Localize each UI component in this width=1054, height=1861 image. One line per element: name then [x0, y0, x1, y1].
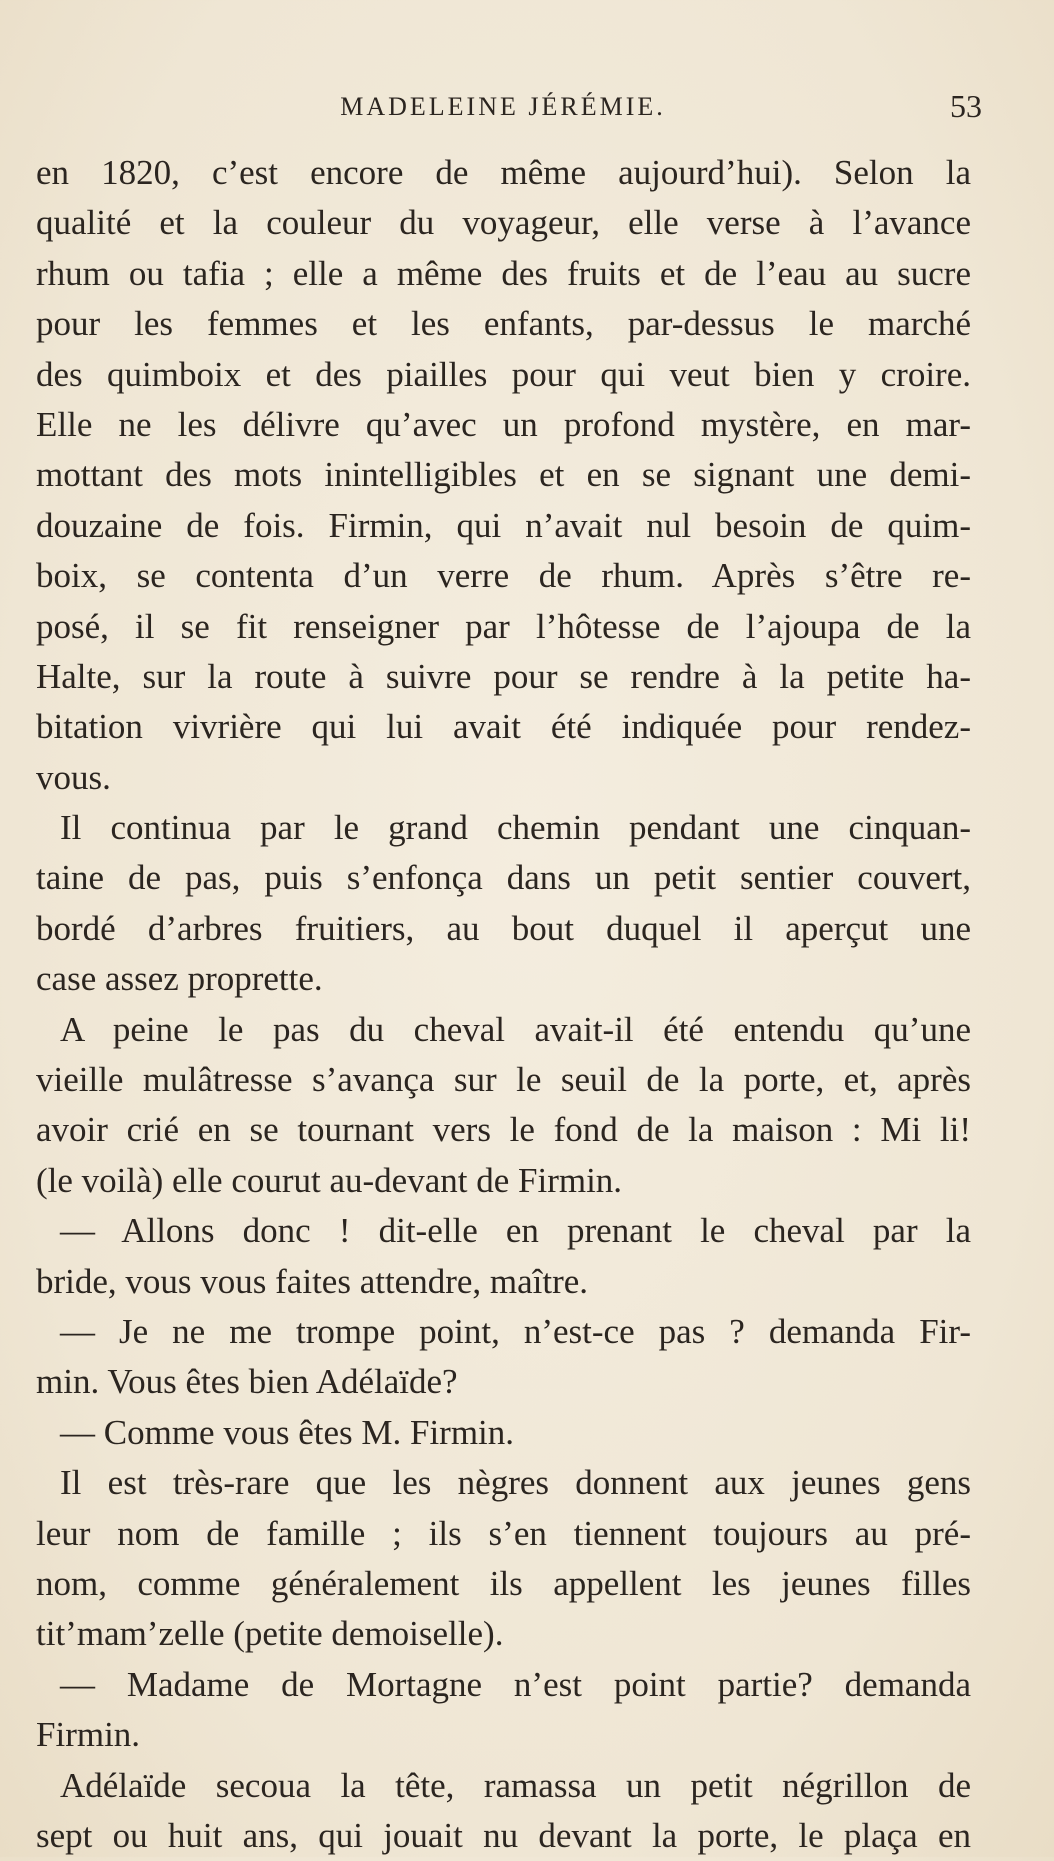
text-line: mottant des mots inintelligibles et en se signant une demi- [36, 455, 971, 495]
text-line: pour les femmes et les enfants, par-dessus le marché [36, 304, 971, 344]
text-line: — Madame de Mortagne n’est point partie? demanda [60, 1664, 971, 1704]
text-line: Firmin. [36, 1715, 141, 1755]
text-line: en 1820, c’est encore de même aujourd’hui). Selon la [36, 153, 971, 192]
text-line: sept ou huit ans, qui jouait nu devant la porte, le plaça en [36, 1815, 971, 1855]
page-number: 53 [950, 88, 982, 124]
page-header [36, 88, 982, 128]
text-line: — Comme vous êtes M. Firmin. [60, 1412, 515, 1452]
body-text [36, 148, 971, 1861]
text-line: taine de pas, puis s’enfonça dans un petit sentier couvert, [36, 858, 971, 898]
text-line: nom, comme généralement ils appellent les jeunes filles [36, 1563, 971, 1603]
text-line: min. Vous êtes bien Adélaïde? [36, 1362, 458, 1402]
text-line: bordé d’arbres fruitiers, au bout duquel il aperçut une [36, 908, 971, 948]
text-line: tit’mam’zelle (petite demoiselle). [36, 1614, 504, 1654]
text-line: vous. [36, 757, 111, 797]
text-line: Elle ne les délivre qu’avec un profond mystère, en mar- [36, 404, 971, 444]
text-line: des quimboix et des piailles pour qui veut bien y croire. [36, 354, 971, 394]
text-line: (le voilà) elle courut au-devant de Firmin. [36, 1160, 623, 1200]
text-line: qualité et la couleur du voyageur, elle verse à l’avance [36, 203, 971, 243]
text-line: A peine le pas du cheval avait-il été entendu qu’une [60, 1009, 971, 1049]
text-line: Adélaïde secoua la tête, ramassa un petit négrillon de [60, 1765, 971, 1805]
text-line: — Je ne me trompe point, n’est-ce pas ? demanda Fir- [60, 1311, 971, 1351]
text-line: — Allons donc ! dit-elle en prenant le cheval par la [60, 1211, 971, 1251]
text-line: rhum ou tafia ; elle a même des fruits et de l’eau au sucre [36, 253, 971, 293]
text-line: Halte, sur la route à suivre pour se rendre à la petite ha- [36, 656, 971, 696]
text-line: bride, vous vous faites attendre, maître. [36, 1261, 589, 1301]
text-line: posé, il se fit renseigner par l’hôtesse de l’ajoupa de la [36, 606, 971, 646]
text-line: case assez proprette. [36, 959, 323, 999]
text-line: bitation vivrière qui lui avait été indiquée pour rendez- [36, 707, 971, 747]
text-line: Il est très-rare que les nègres donnent aux jeunes gens [60, 1463, 971, 1503]
running-title: MADELEINE JÉRÉMIE. [340, 92, 666, 121]
text-line: avoir crié en se tournant vers le fond de la maison : Mi li! [36, 1110, 971, 1150]
text-line: vieille mulâtresse s’avança sur le seuil de la porte, et, après [36, 1060, 971, 1100]
text-line: boix, se contenta d’un verre de rhum. Après s’être re- [36, 556, 971, 596]
text-line: Il continua par le grand chemin pendant une cinquan- [60, 808, 971, 848]
text-line: leur nom de famille ; ils s’en tiennent toujours au pré- [36, 1513, 971, 1553]
text-line: douzaine de fois. Firmin, qui n’avait nul besoin de quim- [36, 505, 971, 545]
